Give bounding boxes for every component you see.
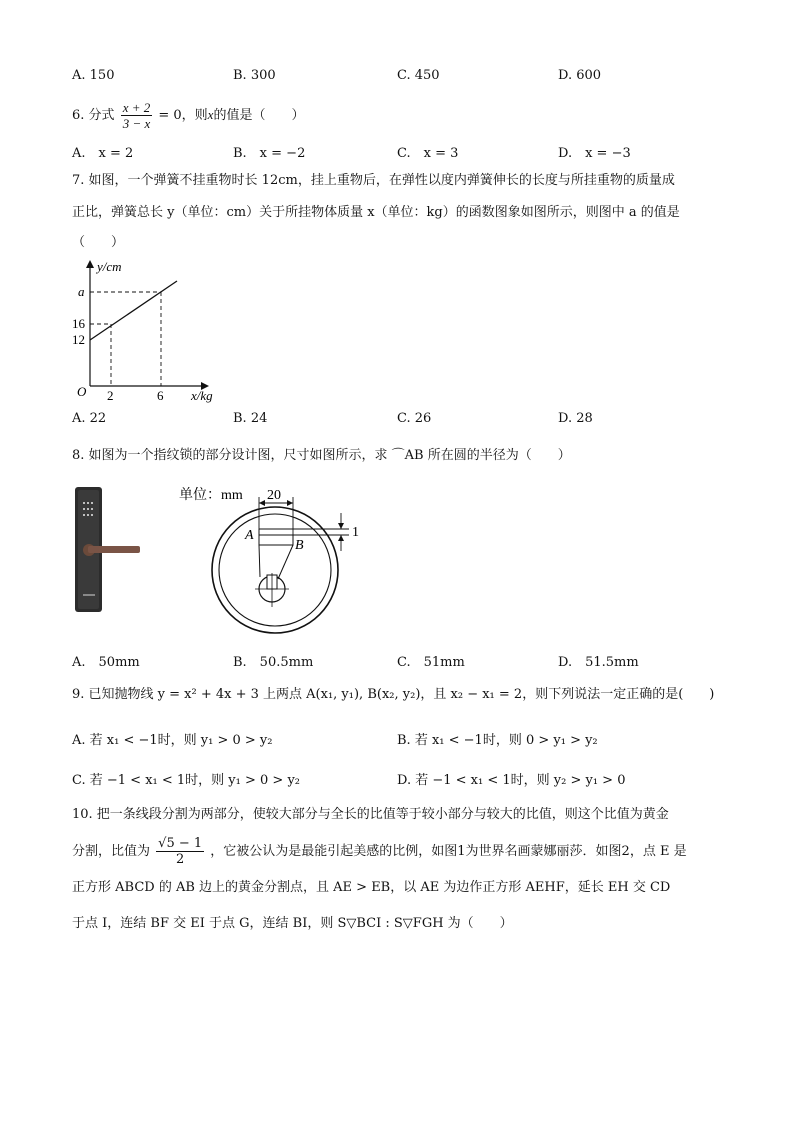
- q6-option-a: A. x = 2: [72, 146, 134, 161]
- q9-option-b: B. 若 x₁ < −1时，则 0 > y₁ > y₂: [397, 733, 598, 748]
- q8-option-a: A. 50mm: [72, 655, 140, 670]
- q9-stem: 9. 已知抛物线 y = x² + 4x + 3 上两点 A(x₁, y₁), B(x₂, y₂)，且 x₂ − x₁ = 2，则下列说法一定正确的是( ): [72, 687, 715, 702]
- q6-frac-numerator: x + 2: [122, 100, 151, 115]
- q7-option-c: C. 26: [397, 411, 432, 426]
- q10-fraction: [156, 836, 204, 867]
- q5-option-d: D. 600: [558, 68, 602, 83]
- q8-design-diagram: [175, 483, 375, 638]
- q7-option-d: D. 28: [558, 411, 593, 426]
- q7-option-b: B. 24: [233, 411, 268, 426]
- q7-y-tick-a: a: [78, 284, 85, 299]
- q6-option-b: B. x = −2: [233, 146, 306, 161]
- q7-stem-line3: （ ）: [72, 235, 125, 250]
- q8-dim-height: 1: [352, 525, 359, 540]
- q6-option-d: D. x = −3: [558, 146, 631, 161]
- q7-x-tick-2: 2: [107, 388, 114, 403]
- q7-option-a: A. 22: [72, 411, 107, 426]
- q7-stem-line2: 正比，弹簧总长 y（单位：cm）关于所挂物体质量 x（单位：kg）的函数图象如图所示，则图中 a 的值是: [72, 205, 680, 220]
- q8-option-c: C. 51mm: [397, 655, 465, 670]
- q7-x-axis-label: x/kg: [191, 388, 213, 403]
- q8-fingerprint-lock-image: [74, 486, 144, 616]
- q8-stem: 8. 如图为一个指纹锁的部分设计图，尺寸如图所示，求 ⌒AB 所在圆的半径为（ ）: [72, 448, 571, 463]
- q7-y-axis-label: y/cm: [97, 259, 122, 274]
- q6-suffix: 的值是（ ）: [213, 108, 305, 123]
- q6-eq: = 0，则: [158, 108, 208, 123]
- q9-option-a: A. 若 x₁ < −1时，则 y₁ > 0 > y₂: [72, 733, 273, 748]
- q8-point-b: B: [295, 538, 304, 553]
- q8-option-b: B. 50.5mm: [233, 655, 314, 670]
- q6-fraction: [121, 100, 153, 131]
- q8-unit-label: 单位：mm: [179, 488, 243, 503]
- q6-prefix: 6. 分式: [72, 108, 115, 123]
- q6-var: x: [207, 107, 214, 122]
- q5-option-a: A. 150: [72, 68, 115, 83]
- q7-stem-line1: 7. 如图，一个弹簧不挂重物时长 12cm，挂上重物后，在弹性以度内弹簧伸长的长度与所挂重物的质量成: [72, 173, 675, 188]
- q9-option-d: D. 若 −1 < x₁ < 1时，则 y₂ > y₁ > 0: [397, 773, 626, 788]
- q10-stem-line2: [72, 836, 687, 868]
- q10-stem-line1: 10. 把一条线段分割为两部分，使较大部分与全长的比值等于较小部分与较大的比值，则这个比值为黄金: [72, 807, 669, 822]
- q10-stem-line4: 于点 I，连结 BF 交 EI 于点 G，连结 BI，则 S▽BCI : S▽FGH 为（ ）: [72, 916, 513, 931]
- q6-stem: [72, 100, 304, 131]
- q10-frac-numerator: √5 − 1: [158, 836, 203, 851]
- q5-option-c: C. 450: [397, 68, 440, 83]
- q8-point-a: A: [245, 528, 254, 543]
- q10-line2-prefix: 分割，比值为: [72, 844, 151, 859]
- q10-stem-line3: 正方形 ABCD 的 AB 边上的黄金分割点，且 AE > EB，以 AE 为边作正方形 AEHF，延长 EH 交 CD: [72, 880, 671, 895]
- q6-frac-denominator: 3 − x: [122, 116, 151, 131]
- q7-function-graph: [65, 255, 225, 405]
- q7-x-tick-6: 6: [157, 388, 164, 403]
- q8-dim-width: 20: [267, 488, 281, 503]
- q10-line2-suffix: ，它被公认为是最能引起美感的比例，如图1为世界名画蒙娜丽莎．如图2，点 E 是: [210, 844, 687, 859]
- q6-option-c: C. x = 3: [397, 146, 459, 161]
- q7-y-tick-12: 12: [72, 332, 85, 347]
- q9-option-c: C. 若 −1 < x₁ < 1时，则 y₁ > 0 > y₂: [72, 773, 301, 788]
- q7-y-tick-16: 16: [72, 316, 85, 331]
- q8-option-d: D. 51.5mm: [558, 655, 639, 670]
- q10-frac-denominator: 2: [176, 852, 185, 867]
- q7-origin-label: O: [77, 384, 87, 399]
- q5-option-b: B. 300: [233, 68, 276, 83]
